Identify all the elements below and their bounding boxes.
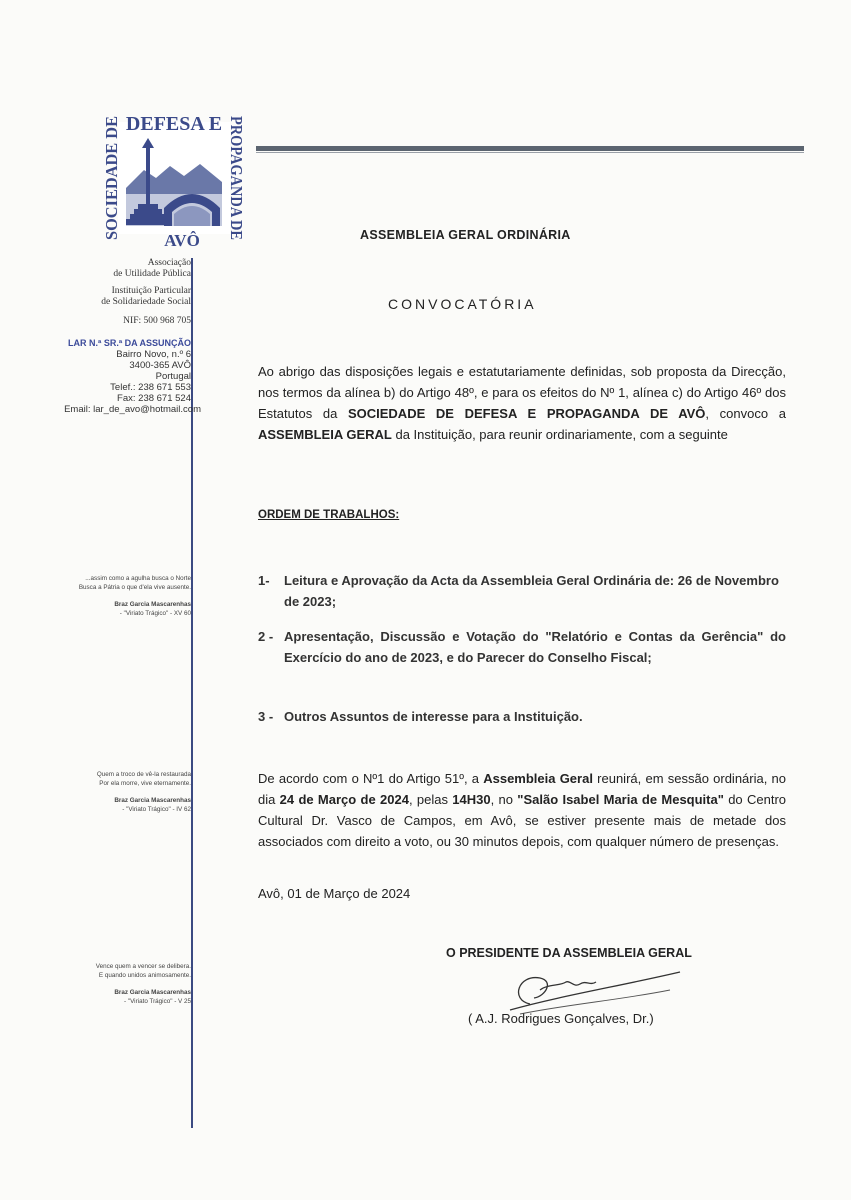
agenda-item-text: Outros Assuntos de interesse para a Instituição. <box>284 709 583 724</box>
sidebar-divider <box>191 258 193 1128</box>
agenda-item-text: Leitura e Aprovação da Acta da Assembleia Geral Ordinária de: 26 de Novembro de 2023; <box>284 573 779 609</box>
address-line: Bairro Novo, n.º 6 <box>116 349 191 360</box>
bold-text: 14H30 <box>452 792 491 807</box>
logo-text-top: DEFESA E <box>125 113 223 135</box>
sidebar-quote <box>21 574 191 618</box>
header-rule <box>256 146 804 151</box>
bold-text: SOCIEDADE DE DEFESA E PROPAGANDA DE AVÔ <box>347 406 706 421</box>
address-line: 3400-365 AVÔ <box>129 360 191 371</box>
text-run: reunirá, em sessão ordinária, no dia <box>258 771 787 807</box>
telephone: Telef.: 238 671 553 <box>110 382 191 393</box>
intro-paragraph <box>258 361 786 445</box>
assoc-line: de Utilidade Pública <box>113 269 191 279</box>
quote-line: E quando unidos animosamente. <box>98 972 191 979</box>
document-heading: CONVOCATÓRIA <box>388 296 537 312</box>
text-run: da Instituição, para reunir ordinariamente, com a seguinte <box>391 427 728 442</box>
email: Email: lar_de_avo@hotmail.com <box>64 404 201 415</box>
address-line: Portugal <box>155 371 191 382</box>
assoc-line: de Solidariedade Social <box>101 297 191 307</box>
document-date: Avô, 01 de Março de 2024 <box>258 886 411 901</box>
agenda-item <box>258 570 786 612</box>
bold-text: Assembleia Geral <box>483 771 593 786</box>
assoc-line: Associação <box>147 258 191 268</box>
agenda-heading: ORDEM DE TRABALHOS: <box>258 509 400 521</box>
sidebar-quote <box>21 962 191 1006</box>
logo-text-left: SOCIEDADE DE <box>102 111 121 240</box>
document-title: ASSEMBLEIA GERAL ORDINÁRIA <box>360 228 571 242</box>
quote-author: Braz Garcia Mascarenhas <box>114 601 191 608</box>
quote-line: Por ela morre, vive eternamente. <box>99 780 191 787</box>
signatory-name: ( A.J. Rodrigues Gonçalves, Dr.) <box>468 1011 654 1026</box>
agenda-item-number: 1- <box>258 573 270 588</box>
quote-author: Braz Garcia Mascarenhas <box>114 797 191 804</box>
quote-work: - "Viriato Trágico" - XV 60 <box>119 610 191 617</box>
bold-text: 24 de Março de 2024 <box>279 792 409 807</box>
logo-text-bottom: AVÔ <box>164 231 200 250</box>
quote-line: Quem a troco de vê-la restaurada <box>96 771 191 778</box>
quote-line: Vence quem a vencer se delibera. <box>95 963 191 970</box>
agenda-item <box>258 706 786 727</box>
quote-line: ...assim como a agulha busca o Norte <box>85 575 191 582</box>
agenda-item-number: 3 - <box>258 709 274 724</box>
agenda-item-text: Apresentação, Discussão e Votação do "Relatório e Contas da Gerência" do Exercício do ano de 2023, e do Parecer do Conselho Fiscal; <box>284 629 786 665</box>
agenda-item-number: 2 - <box>258 629 274 644</box>
quote-work: - "Viriato Trágico" - V 25 <box>124 998 191 1005</box>
assoc-line: Instituição Particular <box>111 286 191 296</box>
president-title: O PRESIDENTE DA ASSEMBLEIA GERAL <box>446 946 692 960</box>
sidebar-info <box>21 258 201 415</box>
logo-text-right: PROPAGANDA DE <box>227 116 246 263</box>
text-run: , pelas <box>408 792 453 807</box>
quote-author: Braz Garcia Mascarenhas <box>114 989 191 996</box>
text-run: De acordo com o Nº1 do Artigo 51º, a <box>258 771 484 786</box>
nif: NIF: 500 968 705 <box>123 316 191 326</box>
agenda-item <box>258 626 786 668</box>
bold-text: "Salão Isabel Maria de Mesquita" <box>517 792 724 807</box>
text-run: do Centro Cultural Dr. Vasco de Campos, em Avô, se estiver presente mais de metade dos associados com direito a voto, ou 30 minutos depois, com qualquer número de presenças. <box>258 792 786 849</box>
meeting-paragraph <box>258 768 786 852</box>
text-run: , convoco a <box>705 406 786 421</box>
quote-work: - "Viriato Trágico" - IV 62 <box>122 806 191 813</box>
lar-name: LAR N.ª SR.ª DA ASSUNÇÃO <box>68 338 191 348</box>
text-run: , no <box>490 792 518 807</box>
sidebar-quote <box>21 770 191 814</box>
text-run: Ao abrigo das disposições legais e estatutariamente definidas, sob proposta da Direcção, nos termos da alínea b) do Artigo 48º, e para os efeitos do Nº 1, alínea c) do Artigo 46º dos Estatutos da <box>258 364 786 421</box>
bold-text: ASSEMBLEIA GERAL <box>258 427 392 442</box>
fax: Fax: 238 671 524 <box>117 393 191 404</box>
quote-line: Busca a Pátria o que d'ela vive ausente. <box>78 584 191 591</box>
